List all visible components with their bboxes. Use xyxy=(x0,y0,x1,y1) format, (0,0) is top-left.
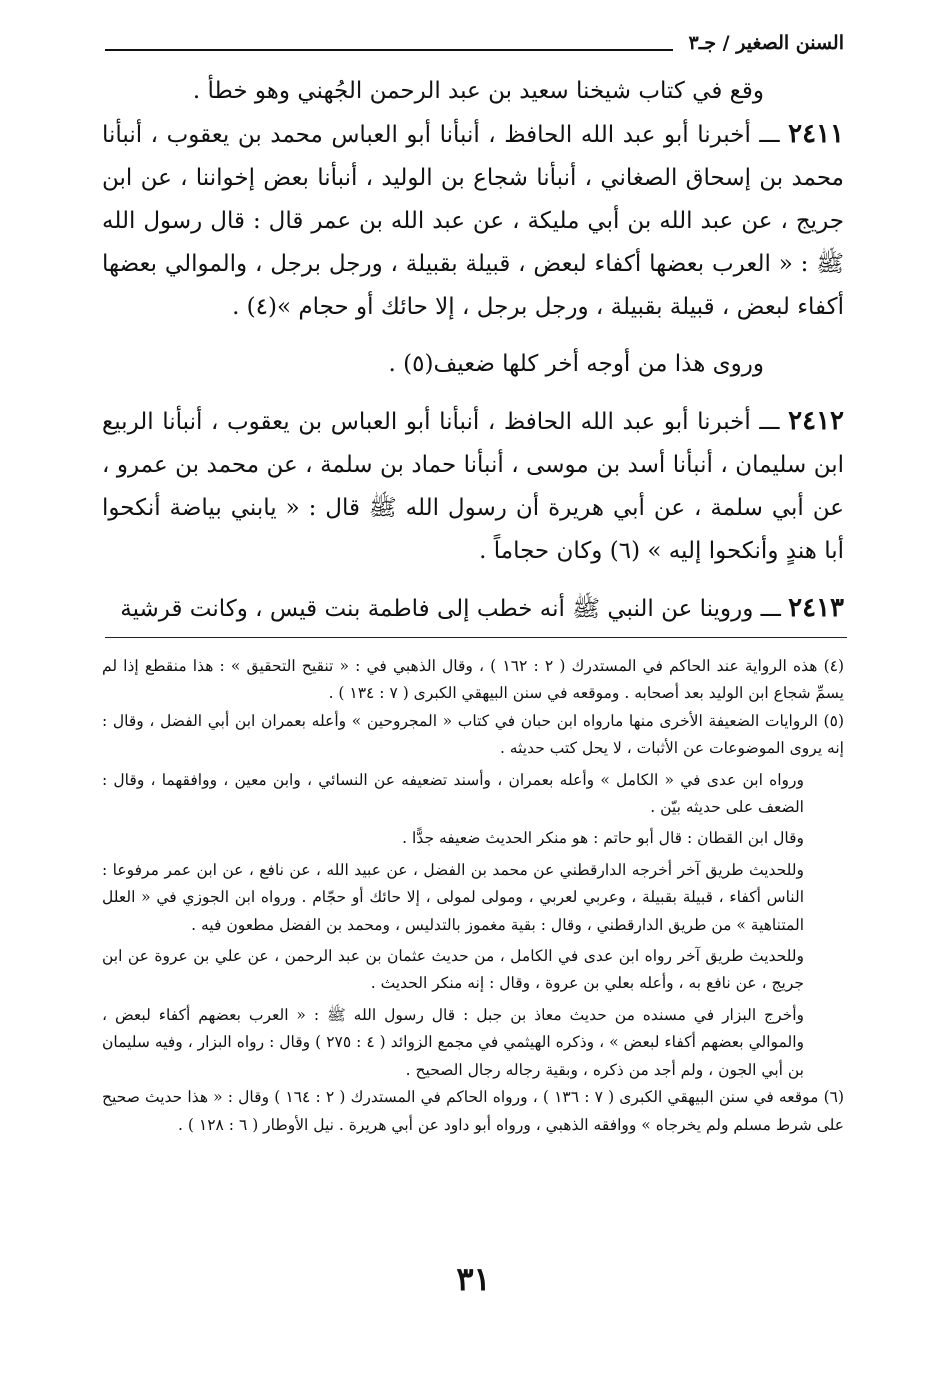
footnote-sub: وقال ابن القطان : قال أبو حاتم : هو منكر الحديث ضعيفه جدًّا . xyxy=(402,829,804,848)
hadith-paragraph xyxy=(102,587,844,631)
footnotes xyxy=(102,653,844,1139)
hadith-paragraph xyxy=(102,400,844,573)
page-number: ٣١ xyxy=(456,1260,491,1298)
footnote: (٥) الروايات الضعيفة الأخرى منها مارواه ابن حبان في كتاب « المجروحين » وأعله بعمران ابن أبي الفضل ، وقال : إنه يروى الموضوعات عن الأثبات ، لا يحل كتب حديثه . xyxy=(102,711,844,758)
main-text xyxy=(102,70,844,631)
running-title: السنن الصغير / جـ٣ xyxy=(688,32,844,54)
footnote-sub: وللحديث طريق آخر رواه ابن عدى في الكامل ، من حديث عثمان بن عبد الرحمن ، عن علي بن عروة عن ابن جريج ، عن نافع به ، وأعله بعلي بن عروة ، وقال : إنه منكر الحديث . xyxy=(102,947,804,993)
paragraph-text: ـــ أخبرنا أبو عبد الله الحافظ ، أنبأنا أبو العباس بن يعقوب ، أنبأنا الربيع ابن سليمان ، أنبأنا أسد بن موسى ، أنبأنا حماد بن سلمة ، عن محمد بن عمرو ، عن أبي سلمة ، عن أبي هريرة أن رسول الله ﷺ قال : « يابني بياضة أنكحوا أبا هندٍ وأنكحوا إليه » (٦) وكان حجاماً . xyxy=(102,409,844,564)
footnote: (٤) هذه الرواية عند الحاكم في المستدرك ( ٢ : ١٦٢ ) ، وقال الذهبي في : « تنقيح التحقيق » : هذا منقطع إذا لم يسمِّ شجاع ابن الوليد بعد أصحابه . وموقعه في سنن البيهقي الكبرى ( ٧ : ١٣٤ ) . xyxy=(102,657,845,703)
footnote-rule xyxy=(105,637,847,638)
header-rule xyxy=(105,49,673,51)
hadith-number: ٢٤١١ xyxy=(788,119,844,149)
paragraph-text: ـــ أخبرنا أبو عبد الله الحافظ ، أنبأنا أبو العباس محمد بن يعقوب ، أنبأنا محمد بن إسحاق الصغاني ، أنبأنا شجاع بن الوليد ، أنبأنا بعض إخواننا ، عن ابن جريج ، عن عبد الله بن أبي مليكة ، عن عبد الله بن عمر قال : قال رسول الله ﷺ : « العرب بعضها أكفاء لبعض ، قبيلة بقبيلة ، ورجل برجل ، والموالي بعضها أكفاء لبعض ، قبيلة بقبيلة ، ورجل برجل ، إلا حائك أو حجام »(٤) . xyxy=(102,122,844,320)
paragraph-text: ـــ وروينا عن النبي ﷺ أنه خطب إلى فاطمة بنت قيس ، وكانت قرشية xyxy=(120,596,789,622)
continuation-paragraph xyxy=(102,70,844,113)
paragraph-text: وروى هذا من أوجه أخر كلها ضعيف(٥) . xyxy=(388,351,764,377)
hadith-paragraph xyxy=(102,113,844,329)
note-paragraph xyxy=(102,343,844,386)
footnote-sub: ورواه ابن عدى في « الكامل » وأعله بعمران ، وأسند تضعيفه عن النسائي ، وابن معين ، ووافقهما ، وقال : الضعف على حديثه بيّن . xyxy=(102,770,804,817)
footnote-sub: وأخرج البزار في مسنده من حديث معاذ بن جبل : قال رسول الله ﷺ : « العرب بعضهم أكفاء لبعض ، والموالي بعضهم أكفاء لبعض » ، وذكره الهيثمي في مجمع الزوائد ( ٤ : ٢٧٥ ) وقال : رواه البزار ، وفيه سليمان بن أبي الجون ، ولم أجد من ذكره ، وبقية رجاله رجال الصحيح . xyxy=(102,1005,805,1079)
footnote-sub: وللحديث طريق آخر أخرجه الدارقطني عن محمد بن الفضل ، عن عبيد الله ، عن نافع ، عن ابن عمر مرفوعا : الناس أكفاء ، قبيلة بقبيلة ، وعربي لعربي ، ومولى لمولى ، إلا حائك أو حجّام . ورواه ابن الجوزي في « العلل المتناهية » من طريق الدارقطني ، وقال : بقية مغموز بالتدليس ، ومحمد بن الفضل مطعون فيه . xyxy=(102,860,804,934)
paragraph-text: وقع في كتاب شيخنا سعيد بن عبد الرحمن الجُهني وهو خطأ . xyxy=(192,78,764,104)
hadith-number: ٢٤١٣ xyxy=(788,593,844,623)
hadith-number: ٢٤١٢ xyxy=(788,406,844,436)
footnote: (٦) موقعه في سنن البيهقي الكبرى ( ٧ : ١٣٦ ) ، ورواه الحاكم في المستدرك ( ٢ : ١٦٤ ) وقال : « هذا حديث صحيح على شرط مسلم ولم يخرجاه » ووافقه الذهبي ، ورواه أبو داود عن أبي هريرة . نيل الأوطار ( ٦ : ١٢٨ ) . xyxy=(102,1088,845,1134)
